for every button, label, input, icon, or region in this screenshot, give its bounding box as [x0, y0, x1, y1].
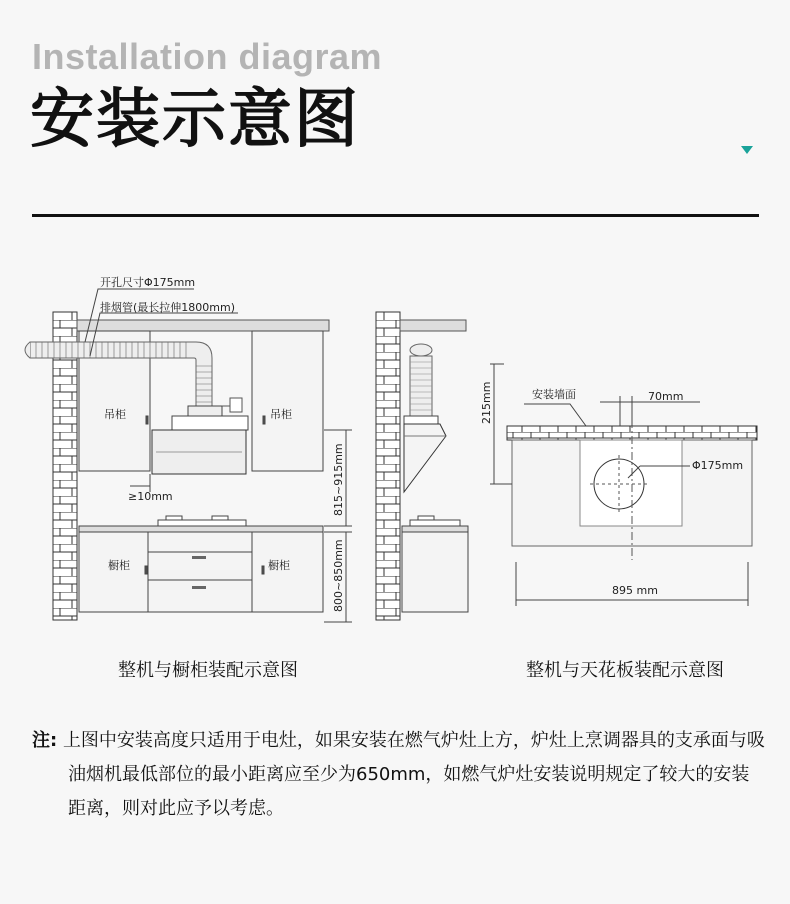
dim-offset: 70mm [648, 390, 684, 403]
label-install-wall: 安装墙面 [532, 388, 576, 401]
duct-hole [594, 459, 644, 509]
left-hood-body [172, 416, 248, 430]
note-label: 注: [32, 730, 58, 751]
base-cabinet-left [79, 532, 148, 612]
left-hood-top [188, 406, 222, 416]
note-text: 上图中安装高度只适用于电灶，如果安装在燃气炉灶上方，炉灶上烹调器具的支承面与吸油烟机最低部位的最小距离应至少为650mm，如燃气炉灶安装说明规定了较大的安装距离，则对此应予以考虑。 [62, 730, 765, 819]
left-stove [158, 516, 246, 526]
caption-cabinet-assembly: 整机与橱柜装配示意图 [118, 660, 298, 681]
dim-width: 895 mm [612, 584, 658, 597]
label-exhaust-pipe: 排烟管(最长拉伸1800mm) [100, 301, 236, 314]
dim-height: 215mm [480, 381, 493, 424]
base-cabinet-mid [148, 532, 252, 612]
countertop-left [79, 526, 323, 532]
label-wall-cabinet-right: 吊柜 [270, 408, 292, 421]
title-chinese: 安装示意图 [30, 83, 360, 157]
label-gap: ≥10mm [128, 490, 173, 503]
label-base-cabinet-right: 橱柜 [268, 559, 290, 572]
caption-ceiling-assembly: 整机与天花板装配示意图 [526, 660, 724, 681]
mid-brick-wall [376, 312, 400, 620]
wall-cabinet-right [252, 331, 323, 471]
left-ceiling-board [77, 320, 329, 331]
side-view [376, 312, 468, 620]
side-hood [404, 424, 446, 492]
label-wall-cabinet-left: 吊柜 [104, 408, 126, 421]
label-base-cabinet-left: 橱柜 [108, 559, 130, 572]
label-hole-diameter: Φ175mm [692, 459, 744, 472]
title-english: Installation diagram [32, 36, 383, 77]
right-diagram [490, 364, 757, 606]
left-diagram [25, 289, 352, 622]
dim-hood-height: 815~915mm [332, 443, 345, 516]
label-hole-size: 开孔尺寸Φ175mm [100, 276, 196, 289]
installation-note [32, 724, 767, 826]
dim-counter-height: 800~850mm [332, 539, 345, 612]
